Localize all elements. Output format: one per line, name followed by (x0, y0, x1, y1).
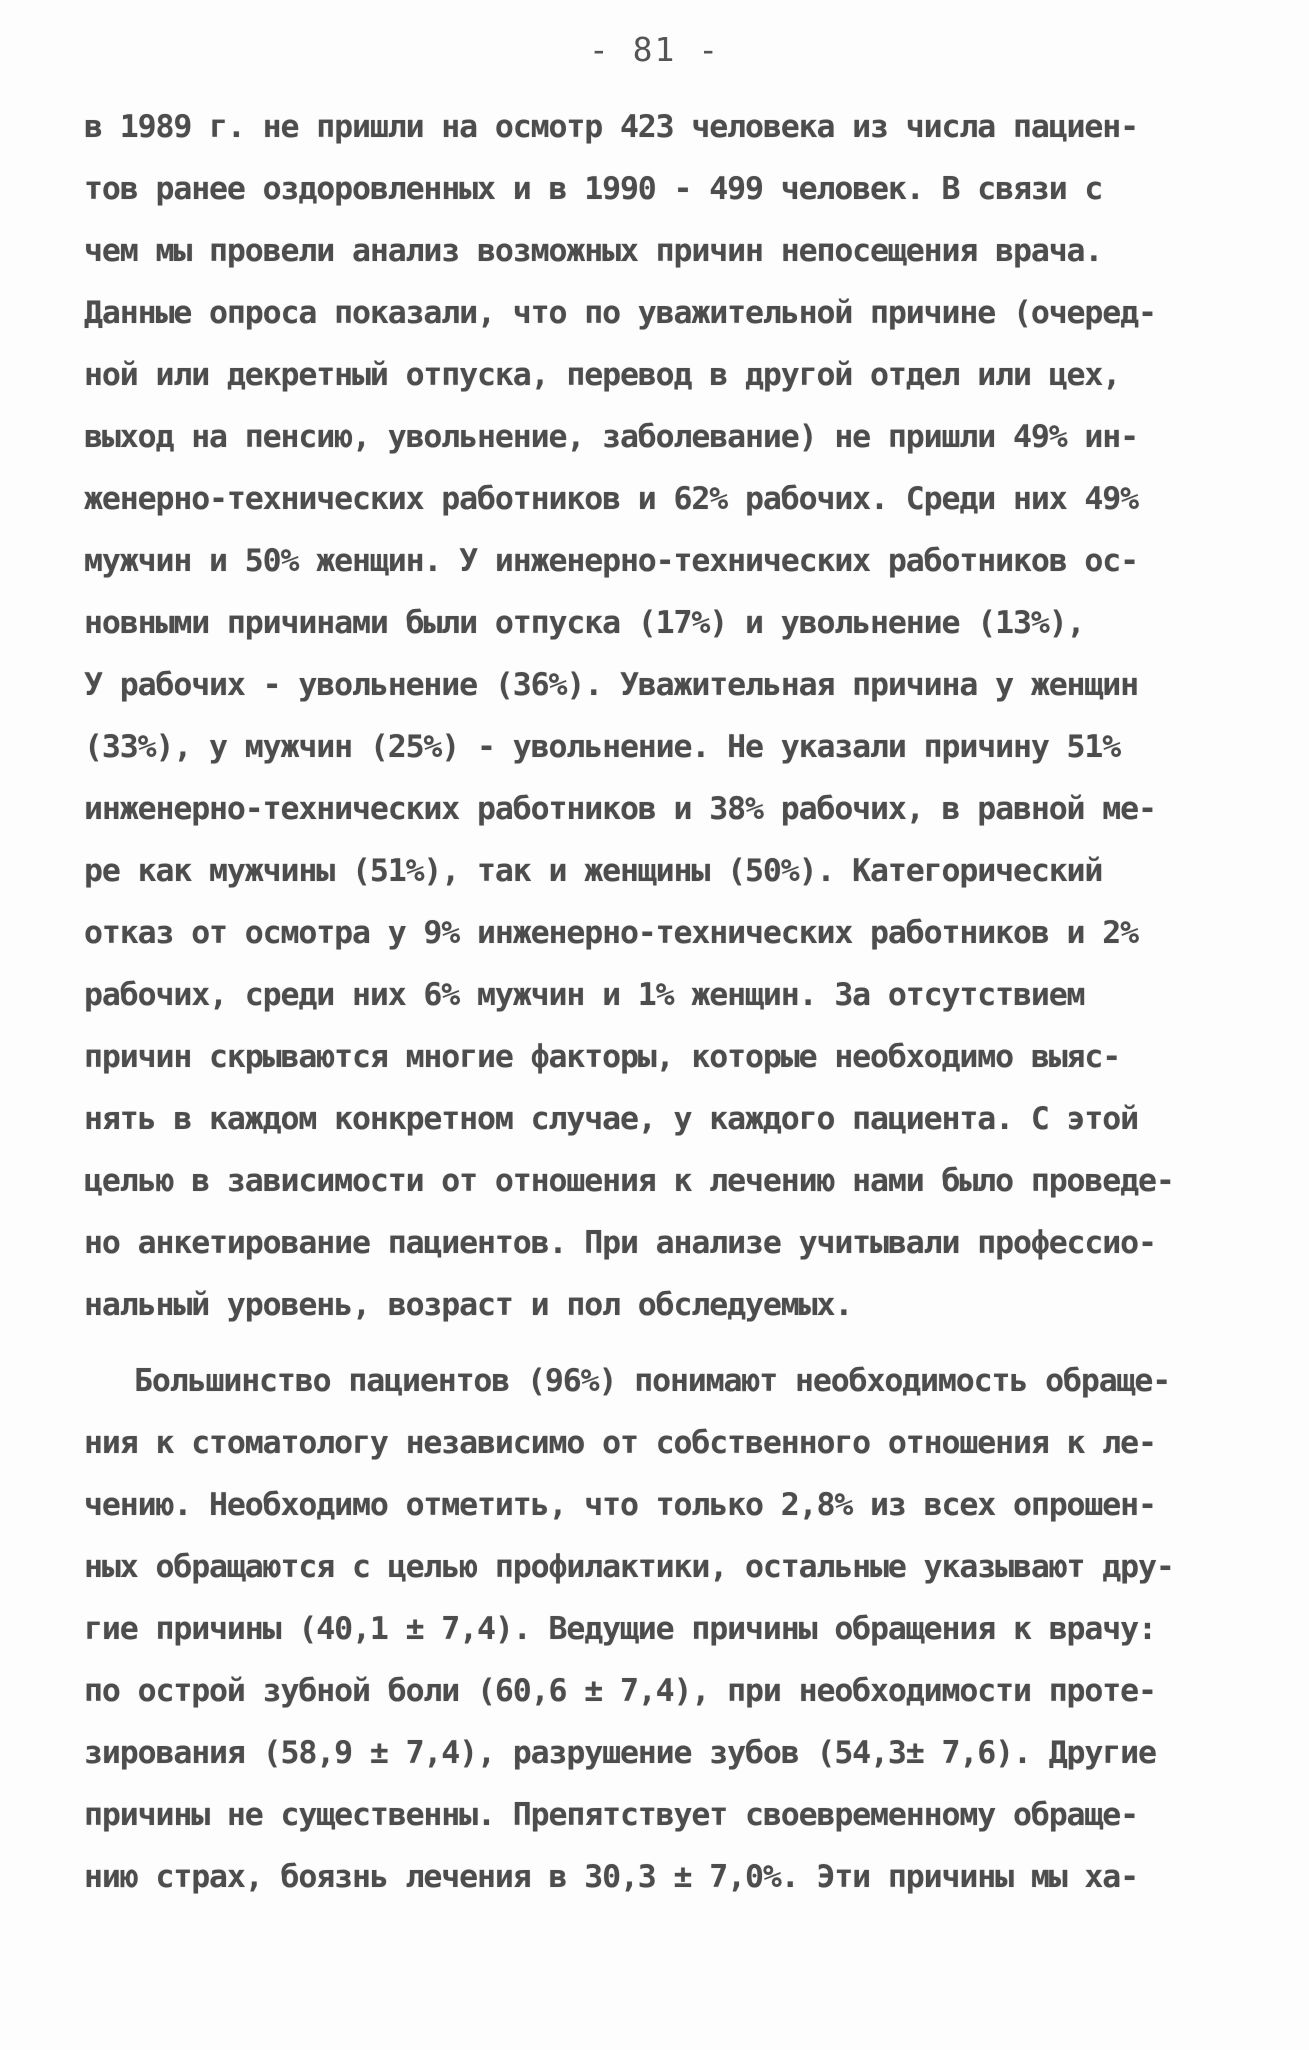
body-text (84, 96, 1224, 1908)
text-line: женерно-технических работников и 62% рабочих. Среди них 49% (84, 481, 1139, 517)
text-line: но анкетирование пациентов. При анализе учитывали профессио- (84, 1225, 1156, 1261)
text-line: причин скрываются многие факторы, которые необходимо выяс- (84, 1039, 1121, 1075)
text-line: Данные опроса показали, что по уважительной причине (очеред- (84, 295, 1156, 331)
text-line-indented: Большинство пациентов (96%) понимают необходимость обраще- (134, 1363, 1171, 1399)
paragraph-spacer (84, 1336, 1224, 1350)
text-line: гие причины (40,1 ± 7,4). Ведущие причины обращения к врачу: (84, 1611, 1156, 1647)
text-line: в 1989 г. не пришли на осмотр 423 человека из числа пациен- (84, 109, 1139, 145)
text-line: рабочих, среди них 6% мужчин и 1% женщин. За отсутствием (84, 977, 1085, 1013)
text-line: отказ от осмотра у 9% инженерно-технических работников и 2% (84, 915, 1139, 951)
text-line: нять в каждом конкретном случае, у каждого пациента. С этой (84, 1101, 1139, 1137)
text-line: по острой зубной боли (60,6 ± 7,4), при необходимости протe- (84, 1673, 1156, 1709)
page-number: - 81 - (588, 30, 721, 69)
text-line: чем мы провели анализ возможных причин непосещения врача. (84, 233, 1103, 269)
text-line: мужчин и 50% женщин. У инженерно-технических работников ос- (84, 543, 1139, 579)
text-line: чению. Необходимо отметить, что только 2,8% из всех опрошен- (84, 1487, 1156, 1523)
text-line: ной или декретный отпуска, перевод в другой отдел или цех, (84, 357, 1121, 393)
text-line: нальный уровень, возраст и пол обследуемых. (84, 1287, 853, 1323)
text-line: причины не существенны. Препятствует своевременному обраще- (84, 1797, 1139, 1833)
text-line: ных обращаются с целью профилактики, остальные указывают дру- (84, 1549, 1174, 1585)
text-line: нию страх, боязнь лечения в 30,3 ± 7,0%. Эти причины мы ха- (84, 1859, 1139, 1895)
paragraph-1 (84, 96, 1224, 1336)
text-line: (33%), у мужчин (25%) - увольнение. Не указали причину 51% (84, 729, 1121, 765)
text-line: ния к стоматологу независимо от собственного отношения к ле- (84, 1425, 1156, 1461)
text-line: целью в зависимости от отношения к лечению нами было проведе- (84, 1163, 1174, 1199)
text-line: выход на пенсию, увольнение, заболевание) не пришли 49% ин- (84, 419, 1139, 455)
text-line: зирования (58,9 ± 7,4), разрушение зубов (54,3± 7,6). Другие (84, 1735, 1156, 1771)
text-line: ре как мужчины (51%), так и женщины (50%). Категорический (84, 853, 1103, 889)
text-line: тов ранее оздоровленных и в 1990 - 499 человек. В связи с (84, 171, 1103, 207)
text-line: новными причинами были отпуска (17%) и увольнение (13%), (84, 605, 1085, 641)
text-line: инженерно-технических работников и 38% рабочих, в равной ме- (84, 791, 1156, 827)
text-line: У рабочих - увольнение (36%). Уважительная причина у женщин (84, 667, 1139, 703)
paragraph-2 (84, 1350, 1224, 1908)
